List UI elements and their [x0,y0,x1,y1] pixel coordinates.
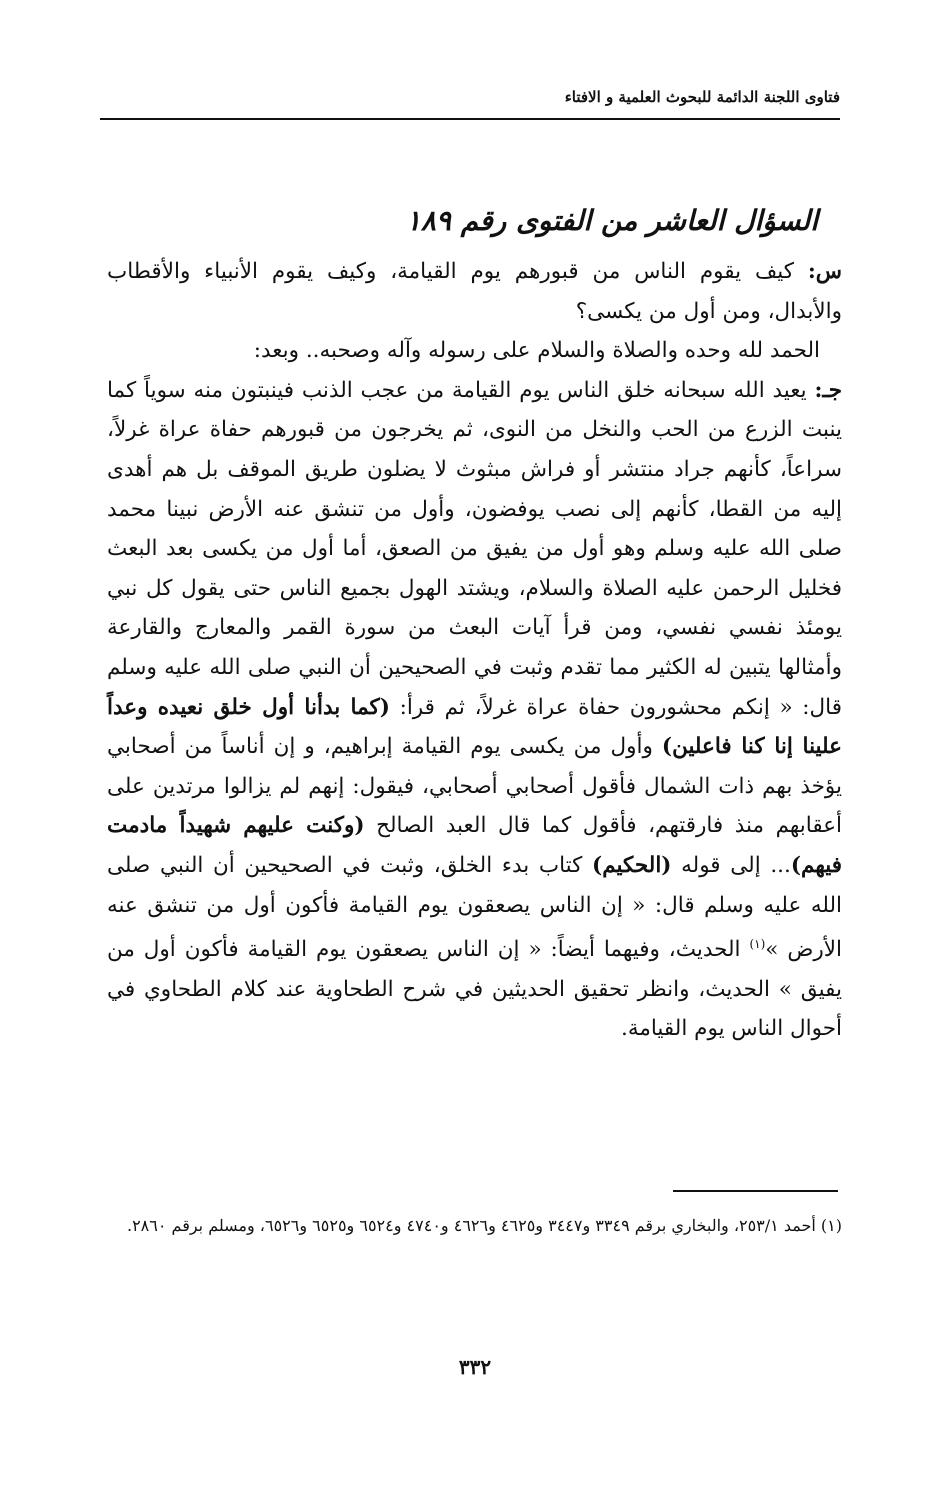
quran-verse-3: (الحكيم) [592,852,672,878]
answer-part-4: كتاب بدء الخلق، وثبت في الصحيحين أن النبي صلى الله عليه وسلم قال: « إن الناس يصعقون يوم القيامة فأكون أول من تنشق عنه الأرض » [107,852,842,963]
quran-verse-1: (كما بدأنا أول خلق نعيده وعداً علينا إنا كنا فاعلين) [107,694,842,760]
footnote-reference[interactable]: (١) [749,937,766,952]
quran-verse-2: (وكنت عليهم شهيداً مادمت فيهم) [107,813,843,878]
question-paragraph [107,252,842,331]
body-text [107,252,842,1049]
question-title: السؤال العاشر من الفتوى رقم ١٨٩ [405,204,818,237]
answer-part-2: وأول من يكسى يوم القيامة إبراهيم، و إن أناساً من أصحابي يؤخذ بهم ذات الشمال فأقول أصحابي أصحابي، فيقول: إنهم لم يزالوا مرتدين على أعقابهم منذ فارقتهم، فأقول كما قال العبد الصالح [107,734,842,839]
answer-part-1: يعيد الله سبحانه خلق الناس يوم القيامة من عجب الذنب فينبتون منه سوياً كما ينبت الزرع من الحب والنخل من النوى، ثم يخرجون من قبورهم حفاة عراة غرلاً، سراعاً، كأنهم جراد منتشر أو فراش مبثوث لا يضلون طريق الموقف بل هم أهدى إليه من القطا، كأنهم إلى نصب يوفضون، وأول من تنشق عنه الأرض نبينا محمد صلى الله عليه وسلم وهو أول من يفيق من الصعق، أما أول من يكسى بعد البعث فخليل الرحمن عليه الصلاة والسلام، ويشتد الهول بجميع الناس حتى يقول كل نبي يومئذ نفسي نفسي، ومن قرأ آيات البعث من سورة القمر والمعارج والقارعة وأمثالها يتبين له الكثير مما تقدم وثبت في الصحيحين أن النبي صلى الله عليه وسلم قال: « إنكم محشورون حفاة عراة غرلاً، ثم قرأ: [107,377,842,720]
intro-paragraph: الحمد لله وحده والصلاة والسلام على رسوله وآله وصحبه.. وبعد: [253,338,820,364]
running-header-title: فتاوى اللجنة الدائمة للبحوث العلمية و الافتاء [559,88,840,106]
question-text: كيف يقوم الناس من قبورهم يوم القيامة، وكيف يقوم الأنبياء والأقطاب والأبدال، ومن أول من يكسى؟ [107,259,842,324]
question-label: س: [807,259,842,284]
answer-label: جـ: [814,377,842,403]
page-number: ٣٣٢ [458,1355,492,1379]
footnote: (١) أحمد ٢٥٣/١، والبخاري برقم ٣٣٤٩ و٣٤٤٧ و٤٦٢٥ و٤٦٢٦ و٤٧٤٠ و٦٥٢٤ و٦٥٢٥ و٦٥٢٦، ومسلم برقم ٢٨٦٠. [126,1216,842,1235]
answer-part-3: ... إلى قوله [681,852,791,878]
answer-paragraph [107,371,842,1049]
footnote-divider [673,1190,838,1192]
answer-part-5: الحديث، وفيهما أيضاً: « إن الناس يصعقون يوم القيامة فأكون أول من يفيق » الحديث، وانظر تحقيق الحديثين في شرح الطحاوية عند كلام الطحاوي في أحوال الناس يوم القيامة. [107,937,842,1042]
running-header [100,88,840,120]
